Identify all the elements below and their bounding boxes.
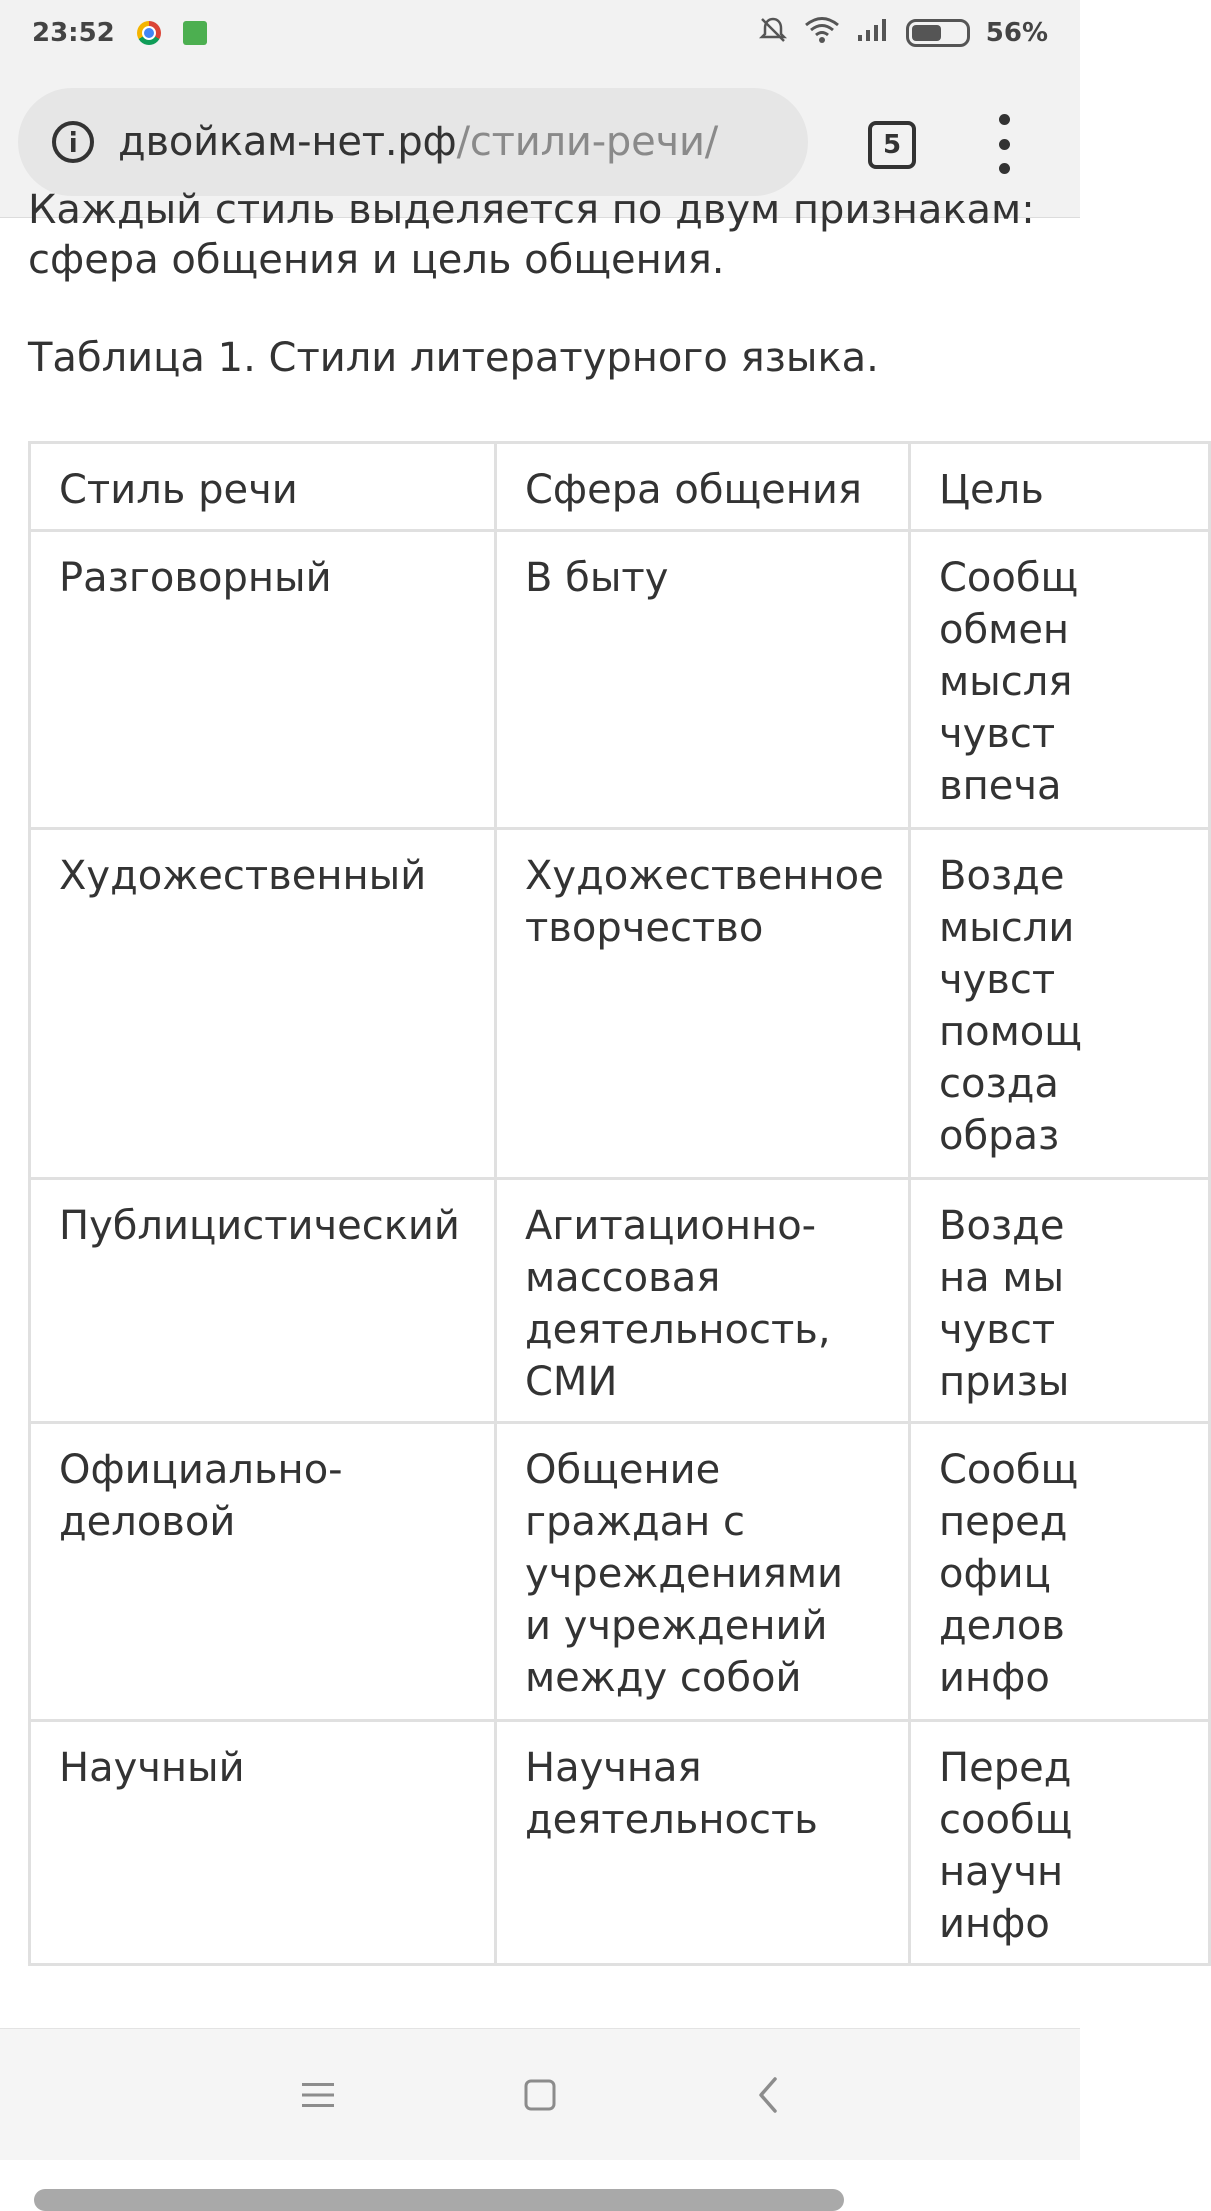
table-row	[30, 1179, 1210, 1423]
table-row	[30, 531, 1210, 829]
more-vert-icon[interactable]	[984, 114, 1024, 174]
table-cell: Сообщ перед офиц делов инфо	[910, 1423, 1210, 1721]
table-scroll-container[interactable]	[28, 441, 1080, 2183]
home-icon[interactable]	[504, 2059, 576, 2131]
table-cell: Художественный	[30, 829, 496, 1179]
table-cell: Сообщ обмен мысля чувст впеча	[910, 531, 1210, 829]
info-icon[interactable]	[50, 119, 96, 165]
status-time: 23:52	[32, 18, 115, 48]
table-cell: Публицистический	[30, 1179, 496, 1423]
status-bar	[0, 0, 1080, 66]
battery-percent: 56%	[985, 18, 1048, 48]
recent-apps-icon[interactable]	[282, 2059, 354, 2131]
address-bar[interactable]	[18, 88, 808, 196]
intro-text: сфера общения и цель общения.	[28, 237, 725, 283]
table-cell: Художественное творчество	[496, 829, 910, 1179]
header-cell: Стиль речи	[30, 443, 496, 531]
table-row	[30, 1721, 1210, 1965]
table-row	[30, 829, 1210, 1179]
table-header-row	[30, 443, 1210, 531]
signal-icon	[856, 17, 890, 50]
table-cell: Разговорный	[30, 531, 496, 829]
tabs-icon[interactable]	[868, 121, 916, 169]
chrome-icon	[137, 21, 161, 45]
horizontal-scrollbar[interactable]	[34, 2189, 844, 2211]
android-notification-icon	[183, 21, 207, 45]
navigation-bar	[0, 2028, 1080, 2160]
url-host: двойкам-нет.рф	[118, 119, 457, 165]
table-cell: Возде мысли чувст помощ созда образ	[910, 829, 1210, 1179]
table-cell: Официально- деловой	[30, 1423, 496, 1721]
speech-styles-table	[28, 441, 1211, 1966]
url-text[interactable]	[118, 119, 718, 165]
table-cell: Возде на мы чувст призы	[910, 1179, 1210, 1423]
table-cell: Агитационно- массовая деятельность, СМИ	[496, 1179, 910, 1423]
table-cell: Научная деятельность	[496, 1721, 910, 1965]
table-row	[30, 1423, 1210, 1721]
url-path: /стили-речи/	[456, 119, 719, 165]
mute-icon	[758, 15, 788, 52]
table-cell: Общение граждан с учреждениями и учреждений между собой	[496, 1423, 910, 1721]
table-cell: Научный	[30, 1721, 496, 1965]
table-caption: Таблица 1. Стили литературного языка.	[28, 335, 879, 381]
wifi-icon	[804, 16, 840, 51]
table-cell: В быту	[496, 531, 910, 829]
header-cell: Сфера общения	[496, 443, 910, 531]
page-content	[0, 187, 1082, 2029]
table-cell: Перед сообщ научн инфо	[910, 1721, 1210, 1965]
partial-text-line: Каждый стиль выделяется по двум признакам:	[28, 187, 1035, 233]
tab-count: 5	[882, 130, 902, 160]
battery-icon	[906, 19, 970, 47]
back-icon[interactable]	[732, 2059, 804, 2131]
header-cell: Цель	[910, 443, 1210, 531]
